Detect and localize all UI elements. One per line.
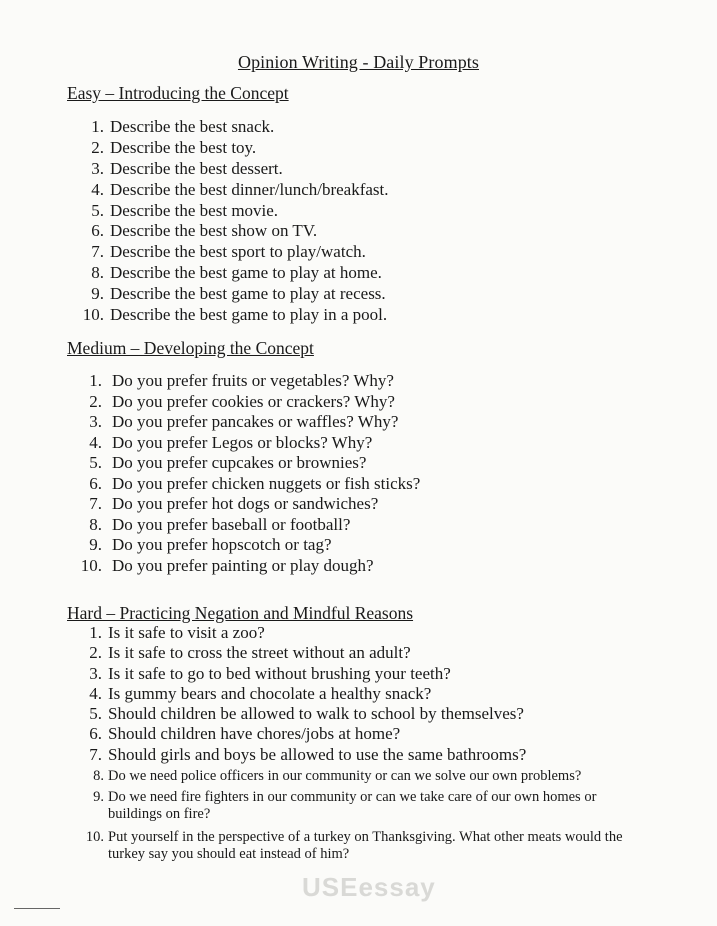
list-item: 3. Describe the best dessert. [91, 158, 283, 178]
list-item: 4. Do you prefer Legos or blocks? Why? [89, 432, 373, 452]
list-item: 1. Is it safe to visit a zoo? [89, 623, 265, 642]
list-item: 10. Put yourself in the perspective of a turkey on Thanksgiving. What other meats would the turkey say you should eat instead of him? [85, 829, 623, 863]
list-item: 5. Describe the best movie. [91, 200, 279, 220]
list-item: 10. Describe the best game to play in a pool. [82, 305, 388, 325]
list-item: 9. Do you prefer hopscotch or tag? [89, 535, 332, 554]
list-item: 9. Do we need fire fighters in our community or can we take care of our own homes or buildings on fire? [93, 789, 597, 823]
list-item: 2. Do you prefer cookies or crackers? Why? [89, 391, 395, 411]
page-title: Opinion Writing - Daily Prompts [237, 52, 480, 72]
hard-heading: Hard – Practicing Negation and Mindful Reasons [67, 603, 414, 623]
medium-list [80, 371, 421, 576]
watermark-logo: USEessay [302, 872, 436, 902]
easy-section [67, 83, 289, 104]
hard-list [85, 623, 668, 863]
list-item: 8. Do you prefer baseball or football? [89, 514, 351, 534]
list-item: 3. Is it safe to go to bed without brushing your teeth? [89, 663, 451, 683]
list-item: 8. Describe the best game to play at home. [91, 263, 382, 283]
list-item: 4. Is gummy bears and chocolate a healthy snack? [89, 683, 432, 703]
list-item: 4. Describe the best dinner/lunch/breakfast. [91, 179, 389, 199]
list-item: 3. Do you prefer pancakes or waffles? Why? [89, 412, 399, 431]
easy-list [82, 117, 389, 326]
list-item: 2. Describe the best toy. [91, 137, 257, 157]
list-item: 10. Do you prefer painting or play dough? [80, 555, 374, 575]
list-item: 6. Do you prefer chicken nuggets or fish sticks? [89, 473, 421, 493]
list-item: 7. Should girls and boys be allowed to use the same bathrooms? [89, 744, 527, 764]
easy-heading: Easy – Introducing the Concept [67, 83, 289, 103]
list-item: 8. Do we need police officers in our community or can we solve our own problems? [93, 768, 582, 785]
medium-section [67, 338, 314, 359]
divider [14, 908, 60, 909]
hard-section [67, 603, 413, 624]
medium-heading: Medium – Developing the Concept [67, 338, 314, 358]
list-item: 7. Do you prefer hot dogs or sandwiches? [89, 494, 379, 513]
list-item: 1. Do you prefer fruits or vegetables? Why? [89, 371, 394, 390]
list-item: 2. Is it safe to cross the street without an adult? [89, 643, 411, 663]
list-item: 6. Describe the best show on TV. [91, 221, 318, 241]
list-item: 1. Describe the best snack. [91, 117, 275, 136]
list-item: 7. Describe the best sport to play/watch. [91, 242, 366, 262]
list-item: 5. Do you prefer cupcakes or brownies? [89, 453, 367, 472]
list-item: 5. Should children be allowed to walk to school by themselves? [89, 704, 524, 724]
list-item: 6. Should children have chores/jobs at home? [89, 724, 401, 744]
list-item: 9. Describe the best game to play at recess. [91, 284, 386, 304]
